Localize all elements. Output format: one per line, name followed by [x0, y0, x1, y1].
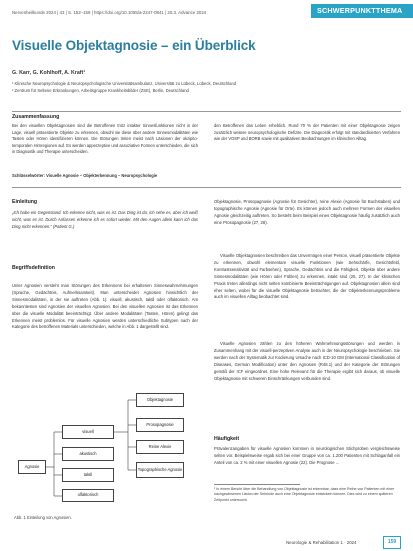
box-prosopagnosie: Prosopagnosie [136, 418, 184, 432]
box-akustisch: akustisch [62, 447, 114, 461]
keywords-line: Schlüsselwörter: Visuelle Agnosie – Objekterkennung – Neuropsychologie [12, 173, 158, 178]
footnote-rule [214, 484, 300, 485]
page-number: 159 [383, 536, 401, 549]
einleitung-heading: Einleitung [12, 199, 38, 205]
abstract-heading: Zusammenfassung [12, 114, 60, 120]
footnote-text: ¹ In einem Bericht über die Behandlung von Objektagnosie ist erkennbar, dass eine Reihe von Patienten mit einer nachgewiesenen Läsion der Sehrinde auch eine Objektagnosie entwickeln können. Dies wird zu einem späteren Zeitpunkt untersucht. [214, 487, 395, 502]
agnosia-classification-figure [14, 392, 198, 502]
abstract-rule [12, 111, 401, 112]
box-topographische-agnosie: Topographische Agnosie [136, 462, 184, 478]
right-column-text-c: Visuelle Agnosien zählen zu den höheren Wahrnehmungsstörungen und werden in Zusammenhang mit der visuell-perzeptiven Analyse auch in der Neuropsychologie beschrieben. Sie werden nach der Systematik zur Kodierung Ursache nach ICD-10 GM (International Classification of Diseases, German Modification) unter den Agnosien (R48.1) und der Kategorie der Störungen gemäß der ICF eingeordnet. Eine hohe Relevanz für die Therapie ergibt sich daraus, ob visuelle Objektagnosie mit schweren Einschränkungen verbunden sind. [214, 341, 400, 381]
begriffsdefinition-heading: Begriffsdefinition [12, 265, 55, 271]
box-taktil: taktil [62, 468, 114, 482]
box-reine-alexie: Reine Alexie [136, 440, 184, 454]
abstract-bottom-rule [12, 187, 401, 188]
affiliation-1: ¹ Klinische Neuropsychologie & Neuropsychologische Universitätsambulanz, Universität zu Lübeck, Lübeck, Deutschland [12, 81, 237, 86]
article-title: Visuelle Objektagnosie – ein Überblick [12, 38, 256, 53]
article-authors: G. Karr, G. Kohlhoff, A. Kraft¹ [12, 70, 86, 76]
journal-header-line: Nervenheilkunde 2024 | 43 | S. 152–159 | https://doi.org/10.1055/a-2247-0841 | 20.3. Advance 2024 [12, 10, 207, 15]
section-badge: SCHWERPUNKTTHEMA [311, 4, 413, 18]
einleitung-quote: „Ich habe ein Gegenstand. Ich erkenne nicht, was es ist. Das Ding ist da, ich sehe es, aber ich weiß nicht, was es ist. Durch Anfassen erkenne ich es sofort wieder. Mit den Augen allein kann ich das Ding nicht erkennen.“ (Patient G.) [12, 210, 198, 229]
box-objektagnosie: Objektagnosie [136, 393, 184, 407]
right-column-text-a: Objektagnosie, Prosopagnosie (Agnosie für Gesichter), reine Alexie (Agnosie für Buchstaben) und topographische Agnosie (Agnosie für Orte). Es können jedoch auch mehrere Formen der visuellen Agnosie gleichzeitig auftreten. So besteht beim Beispiel eines Objektagnosie häufig zusätzlich auch eine Prosopagnosie (27, 28). [214, 199, 400, 225]
haeufigkeit-heading: Häufigkeit [214, 436, 240, 442]
haeufigkeit-text: Prävalenzangaben für visuelle Agnosien kommen in neurologischen Stichproben vergleichsweise selten vor. Beispielsweise ergab sich bei einer Gruppe von ca. 1.200 Patienten mit Schlaganfall ein Anteil von ca. 2 % mit einer visuellen Agnosie (22). Die Prognose ... [214, 446, 400, 465]
right-column-text-b: Visuelle Objektagnosien beschreiben das Unvermögen einer Person, visuell präsentierte Objekte zu erkennen, obwohl elementare visuelle Funktionen (wie Sehschärfe, Gesichtsfeld, Kontrastsensitivität und Farbsehen), Sprache, Gedächtnis und die Fähigkeit, Objekte über andere Sinnesmodalitäten (wie Hören oder Fühlen) zu erkennen, intakt sind (25, 27). In der klinischen Praxis treten allerdings nicht selten kombinierte Beeinträchtigungen auf. Objektagnosien allein sind eher selten, wobei für die visuelle Objektagnosie betrachtet, die der Objekterkennungsprobleme auch im visuellen Alltag beobachtet sind. [214, 253, 400, 300]
box-olfaktorisch: olfaktorisch [62, 489, 114, 502]
journal-footer: Neurologie & Rehabilitation 1 · 2024 [286, 540, 357, 545]
figure-caption: Abb. 1 Einteilung von Agnosien. [14, 515, 72, 520]
box-agnosie: Agnosie [18, 460, 46, 474]
begriffsdefinition-text: Unter Agnosien versteht man Störungen des Erkennens bei erhaltenen Sinneswahrnehmungen (Sprache, Gedächtnis, Aufmerksamkeit). Man unterscheidet Agnosien hinsichtlich der Sinnesmodalitäten, in der sie auftreten (Abb. 1): visuell, akustisch, taktil oder olfaktorisch. Am bekanntesten sind Agnosien der visuellen Agnosien. Bei den visuellen Agnosien ist das Erkennen über die visuelle Modalität beeinträchtigt. Über andere Modalitäten (Tasten, Hören) gelingt das Erkennen meist problemlos. Für visuelle Agnosien werden unterschiedliche Subtypen nach der Kategorie des betroffenen Materials unterschieden, welche in Abb. 1 dargestellt sind. [12, 283, 198, 330]
box-visuell: visuell [62, 425, 114, 439]
abstract-right-text: den Betroffenen das Leben erheblich. Rund 70 % der Patienten mit einer Objektagnosie zeigen zusätzlich weitere neuropsychologische Defizite. Die Diagnostik erfolgt mit standardisierten Verfahren wie der VOSP und BORB sowie mit qualitativen Beobachtungen im klinischen Alltag. [214, 123, 400, 142]
affiliation-2: ² Zentrum für Seltene Erkrankungen, Arbeitsgruppe Krankheitsbilder (ZSE), Berlin, Deutschland [12, 88, 189, 93]
abstract-left-text: Bei den visuellen Objektagnosien sind die Betroffenen trotz intakter Sinnesfunktionen nicht in der Lage, visuell präsentierte Objekte zu erkennen, obwohl sie diese über andere Sinnesmodalitäten wie Tasten oder Hören identifizieren können. Die Störungen treten meist nach Läsionen der okzipito-temporalen Hirnregionen auf. Es werden apperzeptive und assoziative Formen unterschieden, die sich in Diagnostik und Therapie unterscheiden. [12, 123, 198, 155]
